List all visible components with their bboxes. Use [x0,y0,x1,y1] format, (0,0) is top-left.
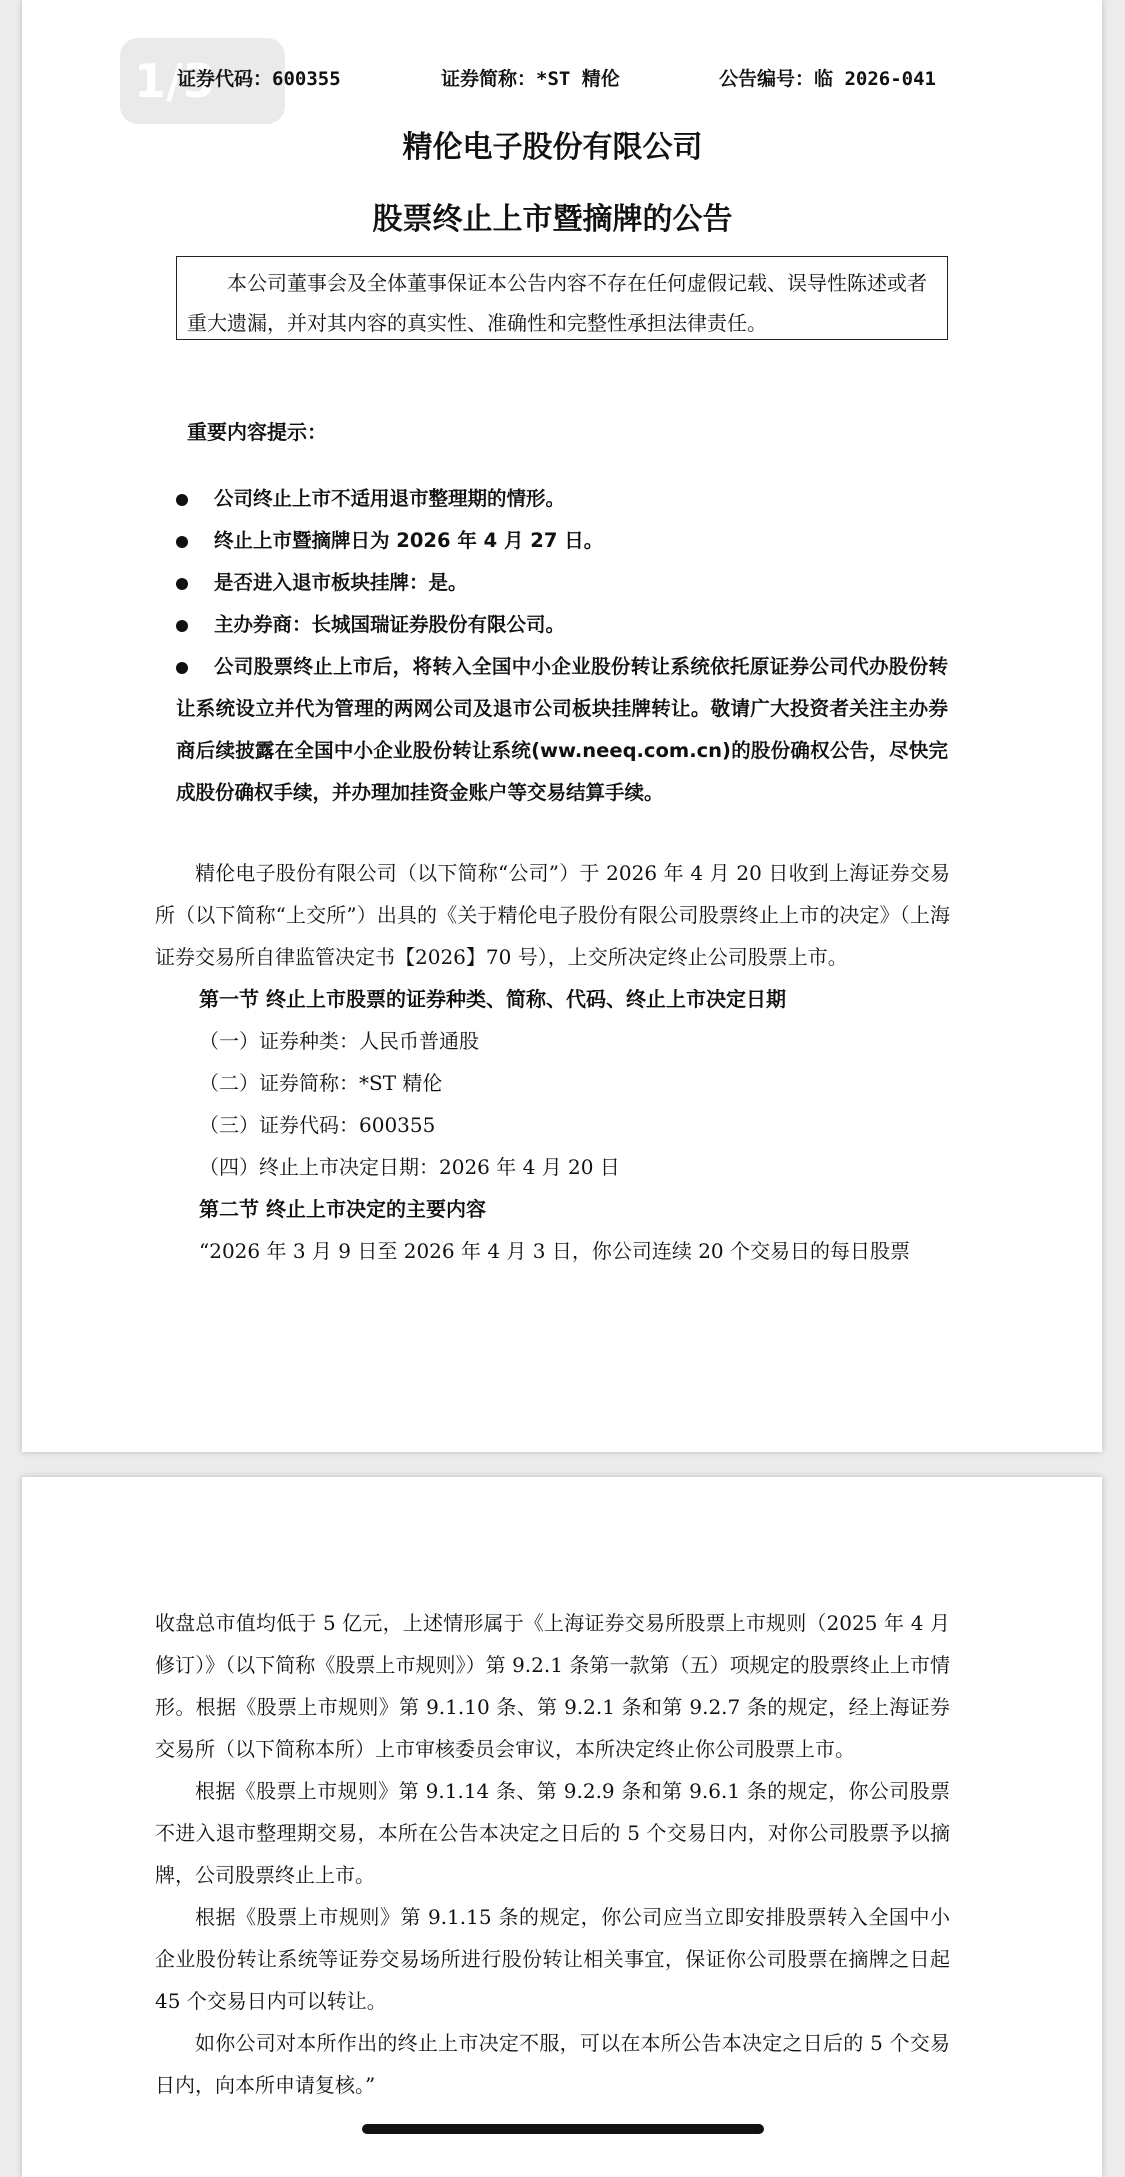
page-2-body [155,1602,950,2106]
bullet-text: 公司终止上市不适用退市整理期的情形。 [214,487,566,510]
home-indicator-bar[interactable] [362,2124,764,2134]
company-title: 精伦电子股份有限公司 [402,130,703,165]
key-points-heading: 重要内容提示： [187,420,327,444]
page-2-paragraph: 根据《股票上市规则》第 9.1.15 条的规定，你公司应当立即安排股票转入全国中小企业股份转让系统等证券交易场所进行股份转让相关事宜，保证你公司股票在摘牌之日起 45 个交易日内可以转让。 [155,1905,950,2013]
bullet-dot-icon [176,620,188,632]
section-1-item: （四）终止上市决定日期：2026 年 4 月 20 日 [199,1155,620,1179]
section-1-item: （一）证券种类：人民币普通股 [199,1029,479,1053]
section-1-heading: 第一节 终止上市股票的证券种类、简称、代码、终止上市决定日期 [199,987,786,1011]
notice-number: 公告编号：临 2026-041 [719,68,936,90]
bullet-text: 主办券商：长城国瑞证券股份有限公司。 [214,613,566,636]
security-short-name: 证券简称：*ST 精伦 [441,68,620,90]
section-1-item: （二）证券简称：*ST 精伦 [199,1071,443,1095]
bullet-dot-icon [176,578,188,590]
key-points-list [176,478,948,814]
page-indicator: 1/3 [120,38,285,124]
page-2-paragraph: 根据《股票上市规则》第 9.1.14 条、第 9.2.9 条和第 9.6.1 条的规定，你公司股票不进入退市整理期交易，本所在公告本决定之日后的 5 个交易日内，对你公司股票予以摘牌，公司股票终止上市。 [155,1779,950,1887]
bullet-text: 是否进入退市板块挂牌：是。 [214,571,468,594]
section-2-heading: 第二节 终止上市决定的主要内容 [199,1197,486,1221]
disclaimer-box: 本公司董事会及全体董事保证本公告内容不存在任何虚假记载、误导性陈述或者重大遗漏，并对其内容的真实性、准确性和完整性承担法律责任。 [176,256,948,340]
main-body [155,852,950,1272]
list-item [176,478,948,520]
section-2-quote-start: “2026 年 3 月 9 日至 2026 年 4 月 3 日，你公司连续 20 个交易日的每日股票 [199,1239,911,1263]
page-2-paragraph: 收盘总市值均低于 5 亿元，上述情形属于《上海证券交易所股票上市规则（2025 年 4 月修订）》（以下简称《股票上市规则》）第 9.2.1 条第一款第（五）项规定的股票终止上市情形。根据《股票上市规则》第 9.1.10 条、第 9.2.1 条和第 9.2.7 条的规定，经上海证券交易所（以下简称本所）上市审核委员会审议，本所决定终止你公司股票上市。 [155,1611,950,1761]
list-item [176,562,948,604]
list-item [176,646,948,814]
list-item [176,520,948,562]
list-item [176,604,948,646]
security-code: 证券代码：600355 [177,68,341,90]
bullet-dot-icon [176,536,188,548]
bullet-text: 终止上市暨摘牌日为 2026 年 4 月 27 日。 [214,529,604,552]
bullet-text: 公司股票终止上市后，将转入全国中小企业股份转让系统依托原证券公司代办股份转让系统设立并代为管理的两网公司及退市公司板块挂牌转让。敬请广大投资者关注主办券商后续披露在全国中小企业股份转让系统(ww.neeq.com.cn)的股份确权公告，尽快完成股份确权手续，并办理加挂资金账户等交易结算手续。 [176,655,948,804]
page-2-paragraph: 如你公司对本所作出的终止上市决定不服，可以在本所公告本决定之日后的 5 个交易日内，向本所申请复核。” [155,2031,950,2097]
bullet-dot-icon [176,494,188,506]
notice-title: 股票终止上市暨摘牌的公告 [372,202,733,237]
bullet-dot-icon [176,662,188,674]
intro-paragraph: 精伦电子股份有限公司（以下简称“公司”）于 2026 年 4 月 20 日收到上海证券交易所（以下简称“上交所”）出具的《关于精伦电子股份有限公司股票终止上市的决定》（上海证券交易所自律监管决定书【2026】70 号），上交所决定终止公司股票上市。 [155,861,950,969]
section-1-item: （三）证券代码：600355 [199,1113,436,1137]
notice-header [155,64,950,94]
